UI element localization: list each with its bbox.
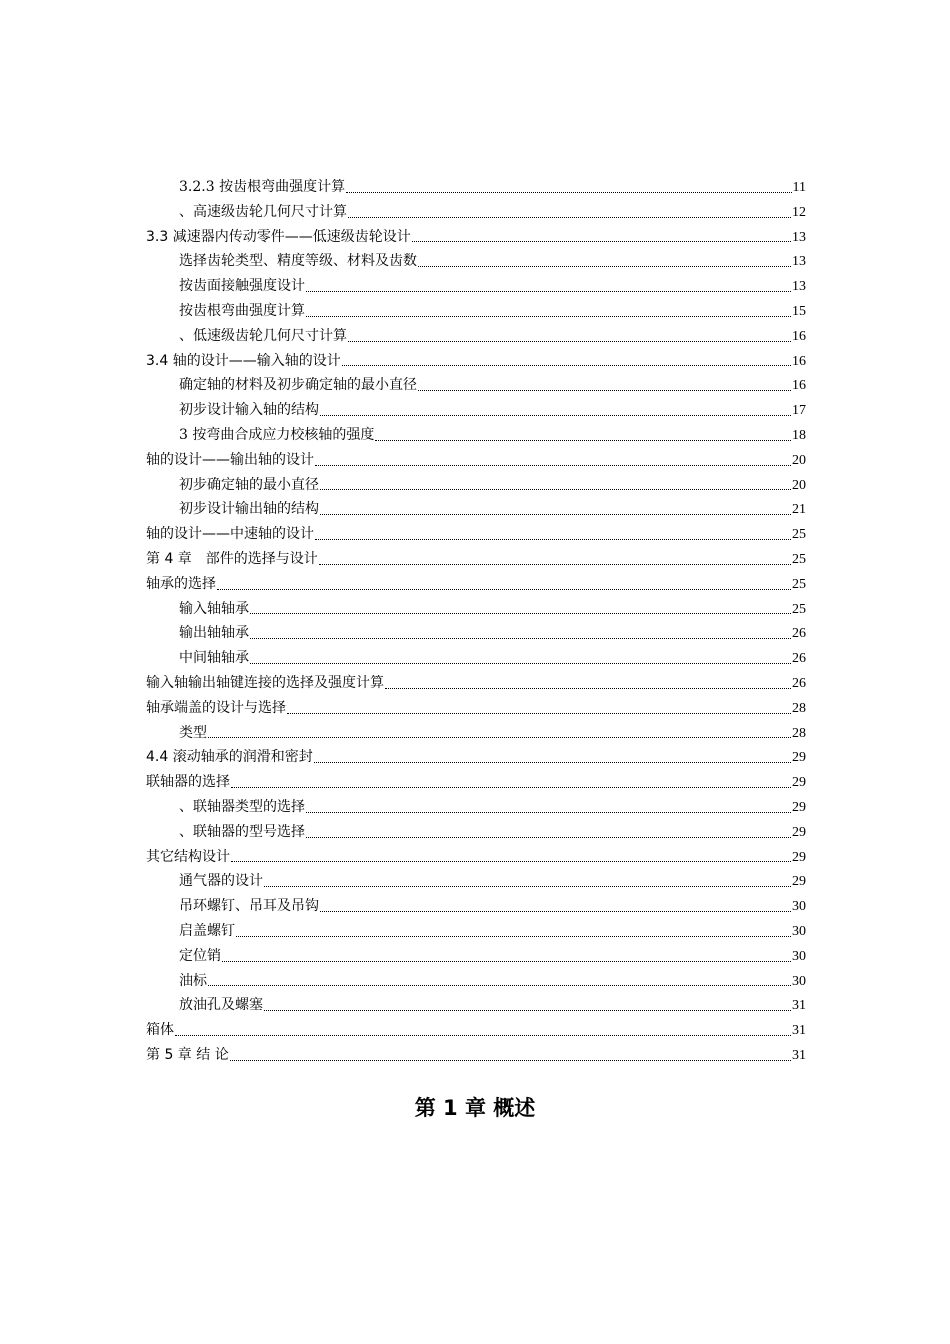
toc-entry[interactable]	[146, 745, 806, 770]
toc-leader-dots	[222, 960, 791, 962]
toc-entry[interactable]	[146, 200, 806, 225]
toc-entry-page: 29	[792, 874, 806, 890]
toc-entry-page: 31	[792, 998, 806, 1014]
toc-entry-label: 放油孔及螺塞	[179, 997, 263, 1014]
toc-entry-label: 中间轴轴承	[179, 650, 249, 667]
toc-entry-page: 26	[792, 675, 806, 691]
toc-entry[interactable]	[146, 770, 806, 795]
toc-entry-page: 25	[792, 527, 806, 543]
toc-entry-label: 确定轴的材料及初步确定轴的最小直径	[179, 377, 417, 394]
toc-entry-label: 轴承的选择	[146, 575, 216, 592]
toc-entry[interactable]	[146, 621, 806, 646]
toc-entry-label: 选择齿轮类型、精度等级、材料及齿数	[179, 253, 417, 270]
toc-entry-page: 30	[792, 899, 806, 915]
toc-entry[interactable]	[146, 869, 806, 894]
toc-leader-dots	[314, 761, 791, 763]
toc-entry[interactable]	[146, 324, 806, 349]
toc-entry[interactable]	[146, 845, 806, 870]
toc-entry-page: 25	[792, 551, 806, 567]
toc-entry-page: 28	[792, 700, 806, 716]
toc-entry-page: 16	[792, 328, 806, 344]
toc-entry-page: 25	[792, 576, 806, 592]
toc-entry[interactable]	[146, 497, 806, 522]
toc-entry-page: 13	[792, 279, 806, 295]
toc-entry[interactable]	[146, 671, 806, 696]
toc-leader-dots	[385, 687, 791, 689]
toc-entry[interactable]	[146, 448, 806, 473]
toc-entry-page: 30	[792, 923, 806, 939]
toc-leader-dots	[348, 216, 791, 218]
toc-entry-label: 吊环螺钉、吊耳及吊钩	[179, 898, 319, 915]
toc-leader-dots	[320, 414, 791, 416]
toc-leader-dots	[320, 513, 791, 515]
toc-leader-dots	[315, 464, 791, 466]
toc-entry[interactable]	[146, 473, 806, 498]
toc-entry-label: 3.3 减速器内传动零件——低速级齿轮设计	[146, 228, 411, 245]
toc-entry-label: 4.4 滚动轴承的润滑和密封	[146, 749, 313, 766]
toc-entry-page: 25	[792, 601, 806, 617]
toc-entry-page: 13	[792, 254, 806, 270]
toc-entry-page: 21	[792, 502, 806, 518]
toc-entry[interactable]	[146, 993, 806, 1018]
toc-entry[interactable]	[146, 969, 806, 994]
toc-leader-dots	[320, 910, 791, 912]
toc-entry[interactable]	[146, 646, 806, 671]
toc-entry-page: 30	[792, 973, 806, 989]
toc-leader-dots	[306, 315, 791, 317]
toc-leader-dots	[320, 488, 791, 490]
toc-entry-label: 3 按弯曲合成应力校核轴的强度	[179, 426, 375, 443]
toc-leader-dots	[346, 191, 791, 193]
toc-entry[interactable]	[146, 696, 806, 721]
toc-entry-page: 29	[792, 799, 806, 815]
toc-entry-page: 26	[792, 651, 806, 667]
toc-entry-page: 26	[792, 626, 806, 642]
toc-entry-label: 联轴器的选择	[146, 774, 230, 791]
toc-entry-label: 启盖螺钉	[179, 922, 235, 939]
toc-leader-dots	[264, 1009, 791, 1011]
toc-entry[interactable]	[146, 547, 806, 572]
toc-leader-dots	[306, 811, 791, 813]
toc-entry-page: 15	[792, 303, 806, 319]
toc-entry[interactable]	[146, 1018, 806, 1043]
toc-leader-dots	[342, 364, 791, 366]
toc-entry-page: 12	[792, 204, 806, 220]
toc-entry[interactable]	[146, 249, 806, 274]
table-of-contents	[146, 175, 806, 1068]
toc-leader-dots	[250, 612, 791, 614]
toc-leader-dots	[236, 935, 791, 937]
toc-entry-label: 初步设计输出轴的结构	[179, 501, 319, 518]
toc-entry[interactable]	[146, 175, 806, 200]
toc-entry-label: 、联轴器类型的选择	[179, 798, 305, 815]
toc-entry-label: 类型	[179, 724, 207, 741]
toc-entry[interactable]	[146, 721, 806, 746]
toc-entry-page: 18	[792, 427, 806, 443]
toc-entry-label: 3.4 轴的设计——输入轴的设计	[146, 352, 341, 369]
toc-entry-label: 按齿面接触强度设计	[179, 278, 305, 295]
toc-entry[interactable]	[146, 894, 806, 919]
toc-entry-label: 初步确定轴的最小直径	[179, 476, 319, 493]
toc-entry-label: 定位销	[179, 947, 221, 964]
toc-entry-label: 初步设计输入轴的结构	[179, 402, 319, 419]
toc-entry-label: 轴的设计——输出轴的设计	[146, 451, 314, 468]
toc-entry-page: 29	[792, 775, 806, 791]
toc-entry-page: 20	[792, 477, 806, 493]
toc-leader-dots	[412, 240, 791, 242]
toc-leader-dots	[319, 563, 791, 565]
toc-entry-label: 箱体	[146, 1022, 174, 1039]
toc-entry-page: 30	[792, 948, 806, 964]
toc-leader-dots	[217, 588, 791, 590]
toc-leader-dots	[375, 439, 791, 441]
toc-leader-dots	[231, 860, 791, 862]
toc-entry[interactable]	[146, 299, 806, 324]
toc-entry[interactable]	[146, 944, 806, 969]
toc-entry-label: 油标	[179, 972, 207, 989]
toc-entry-label: 第 5 章 结 论	[146, 1046, 229, 1063]
toc-entry-page: 13	[792, 229, 806, 245]
toc-leader-dots	[231, 786, 791, 788]
toc-entry-label: 、联轴器的型号选择	[179, 823, 305, 840]
toc-leader-dots	[175, 1034, 791, 1036]
toc-entry[interactable]	[146, 349, 806, 374]
toc-entry-page: 16	[792, 353, 806, 369]
toc-entry[interactable]	[146, 522, 806, 547]
toc-entry-page: 29	[792, 849, 806, 865]
toc-leader-dots	[264, 885, 791, 887]
toc-entry-page: 31	[792, 1023, 806, 1039]
chapter-heading: 第 1 章 概述	[414, 1096, 536, 1120]
toc-leader-dots	[418, 265, 791, 267]
toc-entry-page: 29	[792, 750, 806, 766]
toc-leader-dots	[208, 736, 791, 738]
toc-leader-dots	[208, 984, 791, 986]
toc-leader-dots	[348, 340, 791, 342]
toc-entry-label: 第 4 章 部件的选择与设计	[146, 550, 318, 567]
toc-entry-label: 轴的设计——中速轴的设计	[146, 526, 314, 543]
toc-entry[interactable]	[146, 795, 806, 820]
toc-leader-dots	[250, 637, 791, 639]
toc-entry[interactable]	[146, 820, 806, 845]
toc-entry[interactable]	[146, 423, 806, 448]
toc-entry-label: 输出轴轴承	[179, 625, 249, 642]
toc-entry-page: 17	[792, 403, 806, 419]
toc-entry-page: 29	[792, 824, 806, 840]
toc-entry[interactable]	[146, 225, 806, 250]
toc-entry[interactable]	[146, 572, 806, 597]
toc-entry-page: 28	[792, 725, 806, 741]
toc-entry-label: 输入轴输出轴键连接的选择及强度计算	[146, 674, 384, 691]
toc-entry-label: 输入轴轴承	[179, 600, 249, 617]
toc-leader-dots	[306, 290, 791, 292]
toc-entry[interactable]	[146, 274, 806, 299]
toc-leader-dots	[230, 1059, 791, 1061]
toc-entry-label: 其它结构设计	[146, 848, 230, 865]
toc-entry-page: 31	[792, 1047, 806, 1063]
toc-entry[interactable]	[146, 1043, 806, 1068]
toc-entry-label: 、高速级齿轮几何尺寸计算	[179, 203, 347, 220]
toc-leader-dots	[250, 662, 791, 664]
toc-entry-page: 20	[792, 452, 806, 468]
toc-leader-dots	[287, 712, 791, 714]
toc-entry-label: 3.2.3 按齿根弯曲强度计算	[179, 179, 346, 195]
toc-entry-page: 16	[792, 378, 806, 394]
toc-leader-dots	[306, 836, 791, 838]
toc-entry[interactable]	[146, 597, 806, 622]
toc-entry[interactable]	[146, 373, 806, 398]
toc-entry-label: 、低速级齿轮几何尺寸计算	[179, 327, 347, 344]
toc-entry-page: 11	[792, 180, 806, 195]
toc-entry-label: 按齿根弯曲强度计算	[179, 302, 305, 319]
toc-leader-dots	[315, 538, 791, 540]
toc-entry-label: 通气器的设计	[179, 873, 263, 890]
toc-entry[interactable]	[146, 919, 806, 944]
toc-entry-label: 轴承端盖的设计与选择	[146, 699, 286, 716]
toc-entry[interactable]	[146, 398, 806, 423]
toc-leader-dots	[418, 389, 791, 391]
